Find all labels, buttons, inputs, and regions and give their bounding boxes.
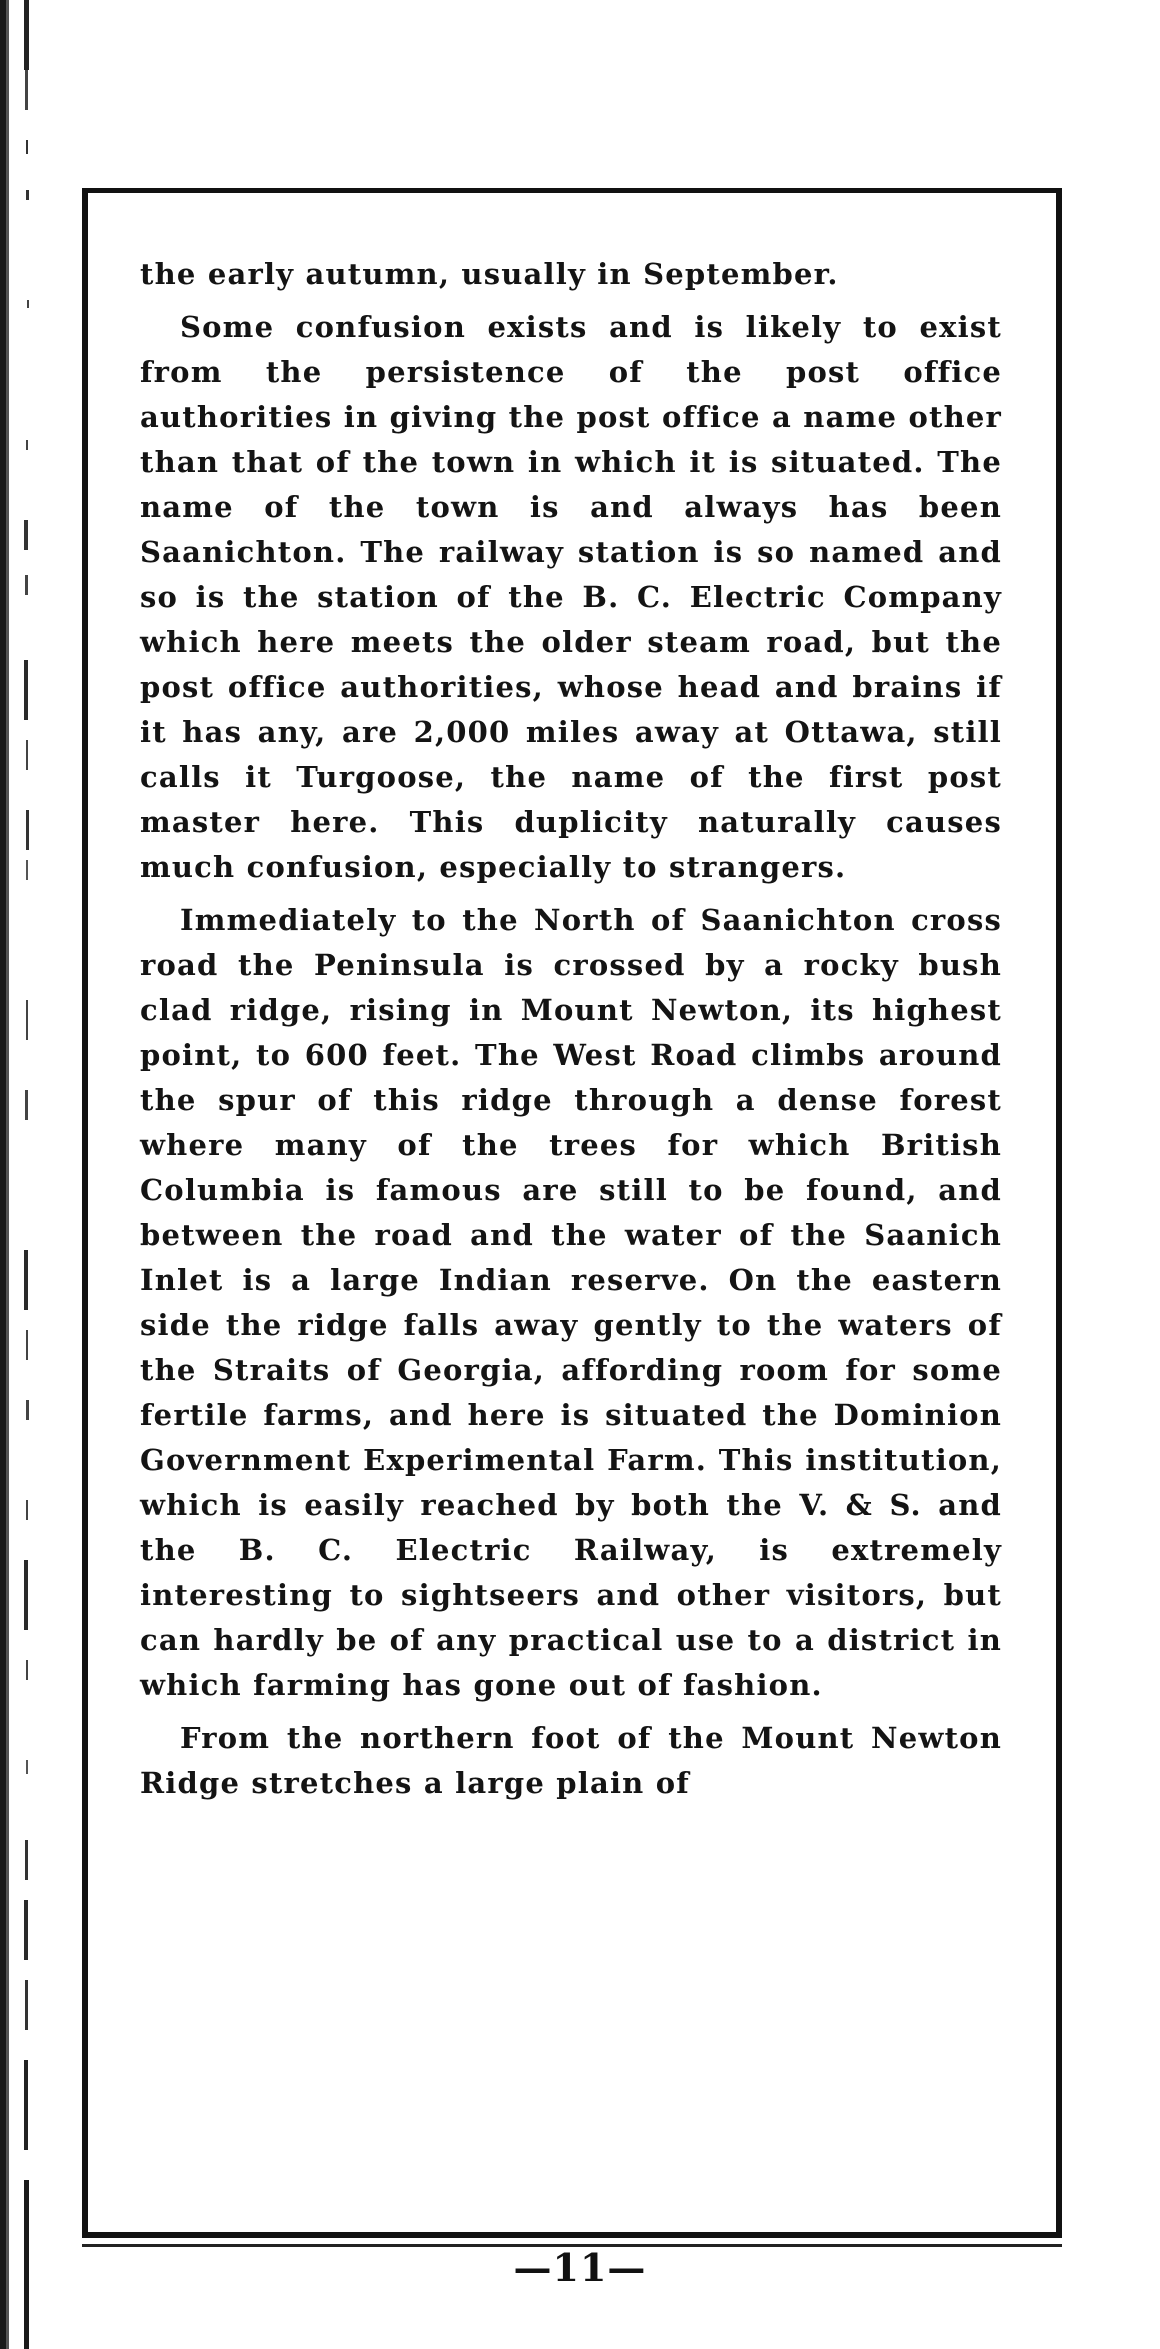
paragraph-1: the early autumn, usually in September. (140, 257, 839, 291)
paragraph-3: Immediately to the North of Saanichton cross road the Peninsula is crossed by a rocky bush clad ridge, rising in Mount Newton, its highest point, to 600 feet. The West Road climbs around the spur of this ridge through a dense forest where many of the trees for which British Columbia is famous are still to be found, and between the road and the water of the Saanich Inlet is a large Indian reserve. On the eastern side the ridge falls away gently to the waters of the Straits of Georgia, affording room for some fertile farms, and here is situated the Dominion Government Experimental Farm. This institution, which is easily reached by both the V. & S. and the B. C. Electric Railway, is extremely interesting to sightseers and other visitors, but can hardly be of any practical use to a district in which farming has gone out of fashion. (140, 903, 1002, 1702)
article-text (140, 252, 1002, 1814)
paragraph-2: Some confusion exists and is likely to exist from the persistence of the post office authorities in giving the post office a name other than that of the town in which it is situated. The name of the town is and always has been Saanichton. The railway station is so named and so is the station of the B. C. Electric Company which here meets the older steam road, but the post office authorities, whose head and brains if it has any, are 2,000 miles away at Ottawa, still calls it Turgoose, the name of the first post master here. This duplicity naturally causes much confusion, especially to strangers. (140, 310, 1002, 884)
paragraph-4: From the northern foot of the Mount Newton Ridge stretches a large plain of (140, 1721, 1002, 1800)
scanned-page-edge (0, 0, 40, 2349)
page-number: —11— (513, 2245, 647, 2290)
